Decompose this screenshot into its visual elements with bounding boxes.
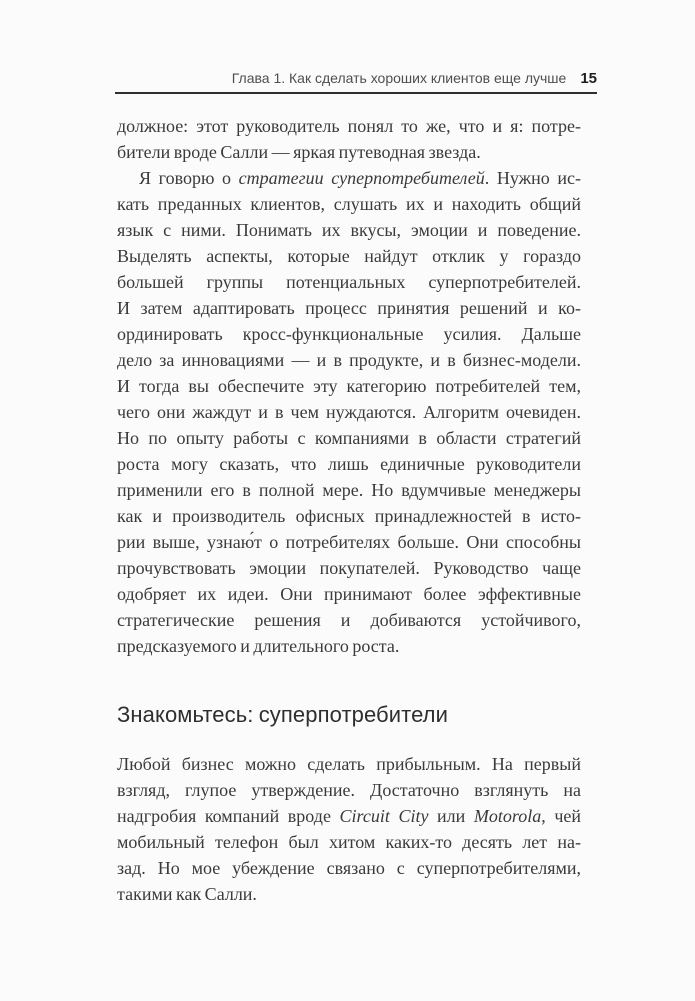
text-line: И тогда вы обеспечите эту категорию потребителей тем, xyxy=(117,376,581,396)
text-line: И затем адаптировать процесс принятия решений и ко- xyxy=(117,298,581,318)
running-header xyxy=(115,70,597,87)
text-line: Но по опыту работы с компаниями в области стратегий xyxy=(117,428,581,448)
text-line: такими как Салли. xyxy=(117,884,257,904)
paragraph xyxy=(117,751,581,907)
text-line: язык с ними. Понимать их вкусы, эмоции и поведение. xyxy=(117,220,581,240)
text-line: должное: этот руководитель понял то же, что и я: потре- xyxy=(117,116,581,136)
text-line: Выделять аспекты, которые найдут отклик у гораздо xyxy=(117,246,581,266)
paragraph xyxy=(117,165,581,659)
text-line: бители вроде Салли — яркая путеводная звезда. xyxy=(117,142,481,162)
page-number: 15 xyxy=(580,70,597,87)
text-line: предсказуемого и длительного роста. xyxy=(117,636,400,656)
text-line: зад. Но мое убеждение связано с суперпотребителями, xyxy=(117,858,581,878)
text-line: роста могу сказать, что лишь единичные руководители xyxy=(117,454,581,474)
text-line: мобильный телефон был хитом каких-то десять лет на- xyxy=(117,832,581,852)
text-line: большей группы потенциальных суперпотребителей. xyxy=(117,272,581,292)
text-line: рии выше, узнаю́т о потребителях больше. Они способны xyxy=(117,532,581,552)
text-line: Я говорю о стратегии суперпотребителей. Нужно ис- xyxy=(139,168,581,188)
text-line: как и производитель офисных принадлежностей в исто- xyxy=(117,506,581,526)
text-line: применили его в полной мере. Но вдумчивые менеджеры xyxy=(117,480,581,500)
text-line: кать преданных клиентов, слушать их и находить общий xyxy=(117,194,581,214)
header-rule xyxy=(115,92,597,94)
text-line: ординировать кросс-функциональные усилия. Дальше xyxy=(117,324,581,344)
text-line: прочувствовать эмоции покупателей. Руководство чаще xyxy=(117,558,581,578)
text-line: взгляд, глупое утверждение. Достаточно взглянуть на xyxy=(117,780,581,800)
text-line: стратегические решения и добиваются устойчивого, xyxy=(117,610,581,630)
paragraph xyxy=(117,113,581,165)
text-line: надгробия компаний вроде Circuit City или Motorola, чей xyxy=(117,806,581,826)
page-body xyxy=(117,113,581,907)
chapter-title: Глава 1. Как сделать хороших клиентов еще лучше xyxy=(231,70,567,86)
text-line: Любой бизнес можно сделать прибыльным. На первый xyxy=(117,754,581,774)
section-heading: Знакомьтесь: суперпотребители xyxy=(117,702,448,727)
text-line: одобряет их идеи. Они принимают более эффективные xyxy=(117,584,581,604)
text-line: дело за инновациями — и в продукте, и в бизнес-модели. xyxy=(117,350,581,370)
text-line: чего они жаждут и в чем нуждаются. Алгоритм очевиден. xyxy=(117,402,581,422)
